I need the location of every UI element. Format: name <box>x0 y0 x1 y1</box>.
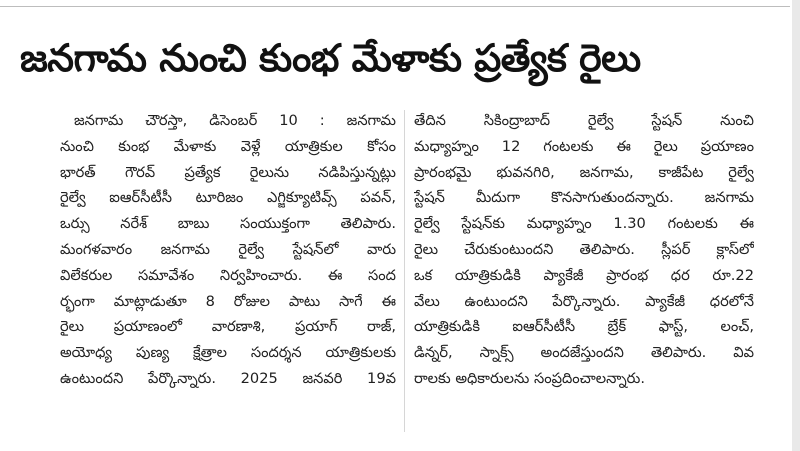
top-border <box>0 0 790 7</box>
text-line: నుంచి కుంభ మేళాకు వెళ్లే యాత్రికుల కోసం <box>60 137 396 155</box>
article-headline: జనగామ నుంచి కుంభ మేళాకు ప్రత్యేక రైలు <box>20 36 641 80</box>
article-column-right <box>414 108 754 438</box>
text-line: భారత్ గౌరవ్ ప్రత్యేక రైలును నడిపిస్తున్నట్లు <box>60 163 396 181</box>
text-line: రైలు చేరుకుంటుందని తెలిపారు. స్లీపర్ క్లాస్‌లో <box>414 240 754 258</box>
text-line: మంగళవారం జనగామ రైల్వే స్టేషన్‌లో వారు <box>60 240 396 258</box>
text-line: ఉంటుందని పేర్కొన్నారు. 2025 జనవరి 19వ <box>60 369 396 387</box>
text-line: రైల్వే స్టేషన్‌కు మధ్యాహ్నం 1.30 గంటలకు ఈ <box>414 215 754 233</box>
text-line: ఒర్సు నరేశ్ బాబు సంయుక్తంగా తెలిపారు. <box>60 215 396 233</box>
page-edge <box>792 0 800 451</box>
column-divider <box>404 110 405 432</box>
text-line: ప్రారంభమై భువనగిరి, జనగామ, కాజీపేట రైల్వే <box>414 163 754 181</box>
text-line: రైలు ప్రయాణంలో వారణాశి, ప్రయాగ్ రాజ్, <box>60 318 396 336</box>
text-line: డిన్నర్, స్నాక్స్ అందజేస్తుందని తెలిపారు. వివ <box>414 344 754 362</box>
text-line: తేదిన సికింద్రాబాద్ రైల్వే స్టేషన్ నుంచి <box>414 112 754 129</box>
text-line: అయోధ్య పుణ్య క్షేత్రాల సందర్శన యాత్రికులకు <box>60 344 396 362</box>
text-line: వేలు ఉంటుందని పేర్కొన్నారు. ప్యాకేజీ ధరలోనే <box>414 292 754 310</box>
text-line: ర్భంగా మాట్లాడుతూ 8 రోజుల పాటు సాగే ఈ <box>60 292 396 310</box>
text-line: జనగామ చౌరస్తా, డిసెంబర్ 10 : జనగామ <box>74 112 396 129</box>
text-line: రైల్వే ఐఆర్‌సీటీసీ టూరిజం ఎగ్జిక్యూటివ్స్ పవన్, <box>60 189 396 207</box>
article-column-left <box>60 108 396 438</box>
text-line: ఒక యాత్రికుడికి ప్యాకేజీ ప్రారంభ ధర రూ.22 <box>414 266 754 284</box>
text-line: మధ్యాహ్నం 12 గంటలకు ఈ రైలు ప్రయాణం <box>414 137 754 155</box>
text-line: రాలకు అధికారులను సంప్రదించాలన్నారు. <box>414 369 645 387</box>
text-line: యాత్రికుడికి ఐఆర్‌సీటీసీ బ్రేక్ ఫాస్ట్, లంచ్, <box>414 318 754 336</box>
text-line: స్టేషన్ మీదుగా కొనసాగుతుందన్నారు. జనగామ <box>414 189 754 207</box>
text-line: విలేకరుల సమావేశం నిర్వహించారు. ఈ సంద <box>60 266 396 284</box>
